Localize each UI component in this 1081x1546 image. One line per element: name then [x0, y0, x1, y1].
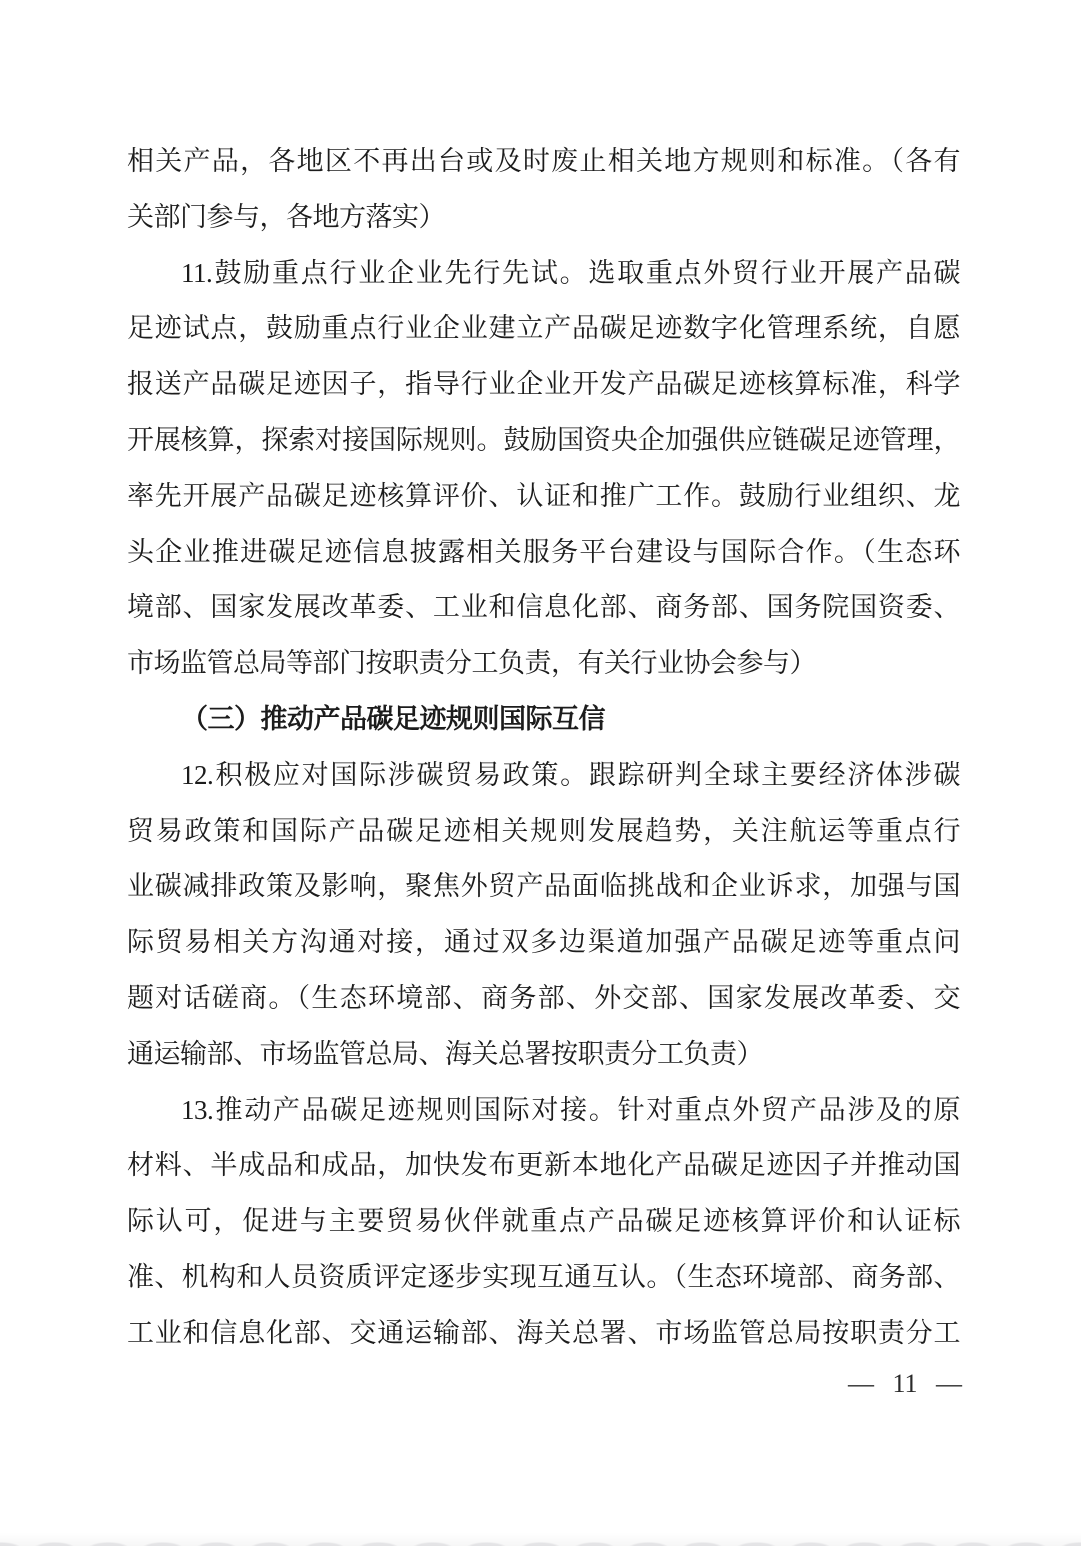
text-line: 工业和信息化部、交通运输部、海关总署、市场监管总局按职责分工 — [127, 1317, 960, 1348]
text-line: 准、机构和人员资质评定逐步实现互通互认。（生态环境部、商务部、 — [127, 1261, 960, 1292]
page-edge-shadow — [0, 1532, 1081, 1546]
text-line: 贸易政策和国际产品碳足迹相关规则发展趋势，关注航运等重点行 — [127, 815, 960, 846]
text-line: 率先开展产品碳足迹核算评价、认证和推广工作。鼓励行业组织、龙 — [127, 480, 960, 511]
text-line: 13.推动产品碳足迹规则国际对接。针对重点外贸产品涉及的原 — [181, 1094, 960, 1125]
text-line: 际贸易相关方沟通对接，通过双多边渠道加强产品碳足迹等重点问 — [127, 927, 960, 958]
text-line: 相关产品，各地区不再出台或及时废止相关地方规则和标准。（各有 — [127, 146, 960, 176]
document-text — [127, 134, 960, 1362]
text-line: 题对话磋商。（生态环境部、商务部、外交部、国家发展改革委、交 — [127, 982, 960, 1013]
text-line: 境部、国家发展改革委、工业和信息化部、商务部、国务院国资委、 — [127, 592, 960, 623]
section-heading: （三）推动产品碳足迹规则国际互信 — [181, 703, 605, 734]
text-line: 开展核算，探索对接国际规则。鼓励国资央企加强供应链碳足迹管理， — [127, 424, 960, 455]
text-line: 际认可，促进与主要贸易伙伴就重点产品碳足迹核算评价和认证标 — [127, 1206, 960, 1237]
text-line: 关部门参与，各地方落实） — [127, 201, 445, 232]
text-line: 报送产品碳足迹因子，指导行业企业开发产品碳足迹核算标准，科学 — [127, 369, 960, 400]
text-line: 12.积极应对国际涉碳贸易政策。跟踪研判全球主要经济体涉碳 — [181, 759, 960, 790]
text-line: 市场监管总局等部门按职责分工负责，有关行业协会参与） — [127, 648, 816, 679]
text-line: 材料、半成品和成品，加快发布更新本地化产品碳足迹因子并推动国 — [127, 1150, 960, 1181]
page-number: — 11 — — [847, 1369, 962, 1398]
text-line: 11.鼓励重点行业企业先行先试。选取重点外贸行业开展产品碳 — [181, 257, 960, 288]
text-line: 头企业推进碳足迹信息披露相关服务平台建设与国际合作。（生态环 — [127, 536, 960, 567]
text-line: 业碳减排政策及影响，聚焦外贸产品面临挑战和企业诉求，加强与国 — [127, 871, 960, 902]
text-line: 通运输部、市场监管总局、海关总署按职责分工负责） — [127, 1038, 763, 1069]
text-line: 足迹试点，鼓励重点行业企业建立产品碳足迹数字化管理系统，自愿 — [127, 313, 960, 344]
